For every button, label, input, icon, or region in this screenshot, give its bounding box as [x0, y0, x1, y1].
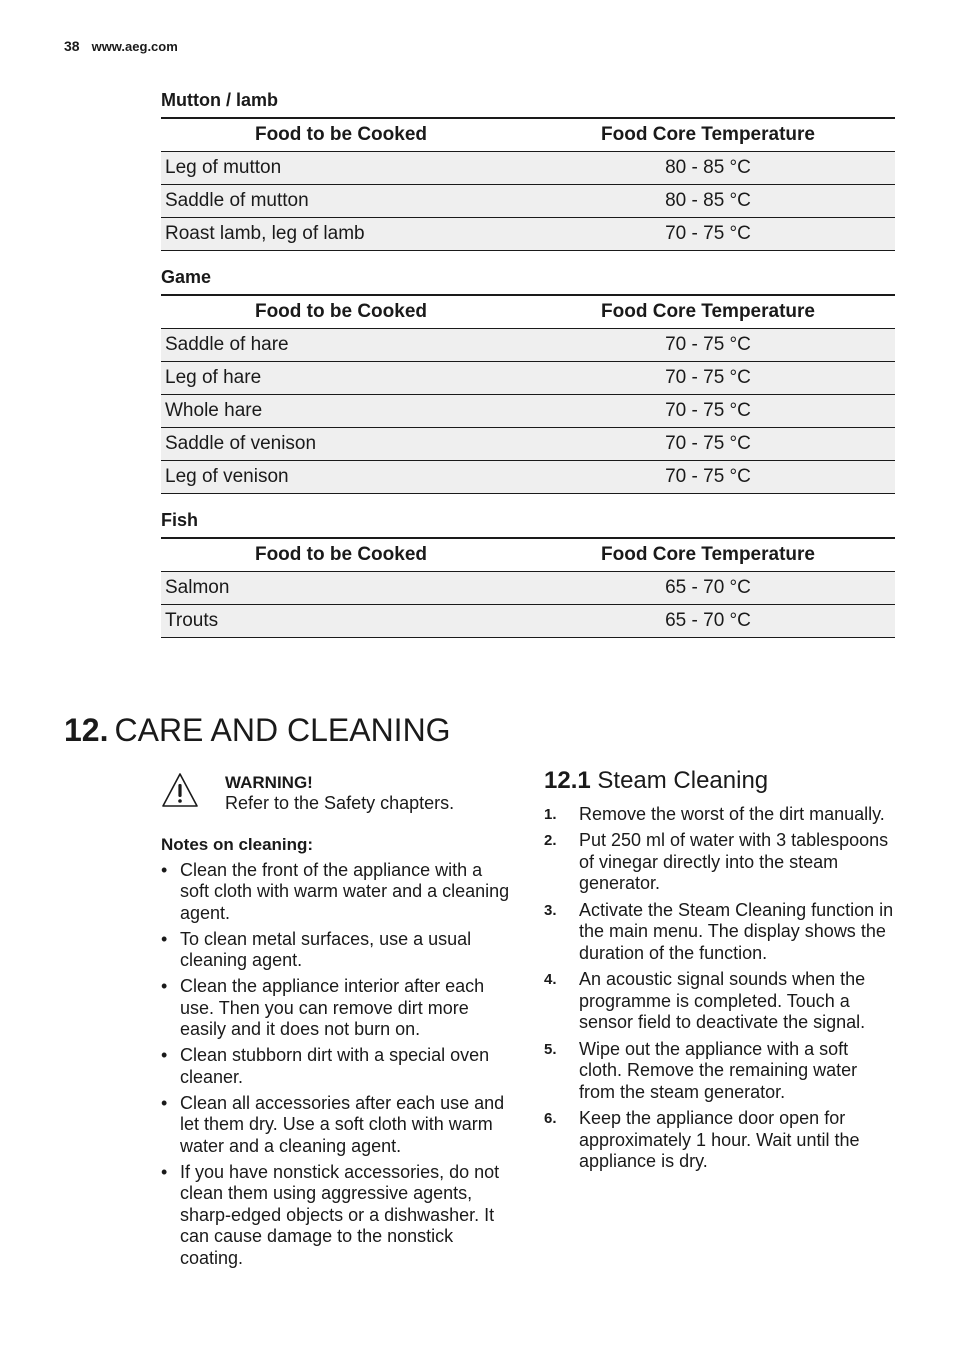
table-row — [161, 185, 895, 218]
list-item-text: Clean stubborn dirt with a special oven cleaner. — [180, 1045, 490, 1087]
temperature-cell: 70 - 75 °C — [521, 395, 895, 428]
bullet: • — [161, 928, 168, 949]
step-item — [544, 969, 894, 1034]
table-row — [161, 461, 895, 494]
food-cell: Saddle of mutton — [161, 185, 521, 218]
step-number: 4. — [544, 971, 557, 988]
column-header-food: Food to be Cooked — [161, 118, 521, 152]
temperature-tables — [161, 90, 895, 654]
chapter-title: CARE AND CLEANING — [114, 712, 451, 748]
step-text: Wipe out the appliance with a soft cloth. Remove the remaining water from the steam generator. — [579, 1038, 858, 1102]
step-item — [544, 900, 894, 965]
step-item — [544, 804, 894, 826]
step-item — [544, 1039, 894, 1104]
step-text: An acoustic signal sounds when the programme is completed. Touch a sensor field to deactivate the signal. — [579, 969, 866, 1032]
step-text: Keep the appliance door open for approximately 1 hour. Wait until the appliance is dry. — [579, 1108, 860, 1171]
table-mutton-lamb — [161, 117, 895, 251]
table-header-row — [161, 295, 895, 329]
step-text: Remove the worst of the dirt manually. — [579, 803, 885, 824]
table-row — [161, 395, 895, 428]
bullet: • — [161, 1161, 168, 1182]
table-caption-mutton: Mutton / lamb — [161, 90, 278, 110]
food-cell: Leg of mutton — [161, 152, 521, 185]
temperature-cell: 80 - 85 °C — [521, 152, 895, 185]
food-cell: Leg of hare — [161, 362, 521, 395]
column-header-temperature: Food Core Temperature — [521, 295, 895, 329]
list-item — [161, 1162, 516, 1270]
table-caption-fish: Fish — [161, 510, 199, 530]
steps-list — [544, 804, 894, 1173]
temperature-cell: 80 - 85 °C — [521, 185, 895, 218]
table-header-row — [161, 118, 895, 152]
list-item-text: Clean all accessories after each use and let them dry. Use a soft cloth with warm water and a cleaning agent. — [180, 1092, 505, 1156]
temperature-cell: 65 - 70 °C — [521, 572, 895, 605]
page-header — [64, 38, 178, 54]
chapter-number: 12. — [64, 712, 109, 748]
step-number: 5. — [544, 1040, 557, 1058]
bullet: • — [161, 976, 168, 996]
column-header-temperature: Food Core Temperature — [521, 118, 895, 152]
temperature-cell: 65 - 70 °C — [521, 605, 895, 638]
table-row — [161, 605, 895, 638]
food-cell: Leg of venison — [161, 461, 521, 494]
table-row — [161, 329, 895, 362]
step-number: 6. — [544, 1110, 557, 1127]
bullet: • — [161, 1092, 168, 1113]
list-item — [161, 976, 516, 1041]
step-text: Activate the Steam Cleaning function in the main menu. The display shows the duration of the function. — [579, 899, 894, 963]
warning-triangle-icon — [161, 772, 199, 808]
food-cell: Salmon — [161, 572, 521, 605]
food-cell: Whole hare — [161, 395, 521, 428]
notes-list — [161, 860, 516, 1270]
table-row — [161, 428, 895, 461]
temperature-cell: 70 - 75 °C — [521, 428, 895, 461]
warning-title: WARNING! — [225, 773, 313, 792]
bullet: • — [161, 859, 168, 880]
column-header-food: Food to be Cooked — [161, 295, 521, 329]
step-item — [544, 1108, 894, 1173]
bullet: • — [161, 1045, 168, 1065]
list-item-text: Clean the front of the appliance with a soft cloth with warm water and a cleaning agent. — [180, 859, 510, 923]
step-number: 2. — [544, 832, 557, 849]
food-cell: Saddle of venison — [161, 428, 521, 461]
step-item — [544, 830, 894, 895]
table-row — [161, 218, 895, 251]
column-header-temperature: Food Core Temperature — [521, 538, 895, 572]
list-item-text: Clean the appliance interior after each use. Then you can remove dirt more easily and it does not burn on. — [180, 976, 485, 1039]
page-number: 38 — [64, 38, 80, 54]
step-text: Put 250 ml of water with 3 tablespoons of vinegar directly into the steam generator. — [579, 830, 889, 893]
column-header-food: Food to be Cooked — [161, 538, 521, 572]
table-row — [161, 572, 895, 605]
temperature-cell: 70 - 75 °C — [521, 218, 895, 251]
table-row — [161, 152, 895, 185]
list-item-text: If you have nonstick accessories, do not clean them using aggressive agents, sharp-edged objects or a dishwasher. It can cause damage to the nonstick coating. — [180, 1161, 500, 1268]
section-title: Steam Cleaning — [597, 767, 769, 794]
temperature-cell: 70 - 75 °C — [521, 329, 895, 362]
temperature-cell: 70 - 75 °C — [521, 362, 895, 395]
warning-text: Refer to the Safety chapters. — [225, 793, 455, 813]
left-column — [161, 770, 516, 1274]
warning-box — [161, 770, 516, 820]
table-caption-game: Game — [161, 267, 212, 287]
notes-title: Notes on cleaning: — [161, 835, 314, 854]
list-item — [161, 1093, 516, 1158]
list-item-text: To clean metal surfaces, use a usual cleaning agent. — [180, 928, 472, 970]
list-item — [161, 1045, 516, 1088]
table-fish — [161, 537, 895, 638]
list-item — [161, 860, 516, 925]
table-row — [161, 362, 895, 395]
step-number: 1. — [544, 805, 557, 823]
section-heading — [544, 767, 894, 794]
chapter-heading — [64, 712, 451, 749]
table-game — [161, 294, 895, 494]
section-number: 12.1 — [544, 767, 591, 794]
food-cell: Trouts — [161, 605, 521, 638]
right-column — [544, 767, 894, 1178]
food-cell: Roast lamb, leg of lamb — [161, 218, 521, 251]
food-cell: Saddle of hare — [161, 329, 521, 362]
step-number: 3. — [544, 901, 557, 919]
list-item — [161, 929, 516, 972]
website-url: www.aeg.com — [91, 39, 178, 54]
table-header-row — [161, 538, 895, 572]
temperature-cell: 70 - 75 °C — [521, 461, 895, 494]
